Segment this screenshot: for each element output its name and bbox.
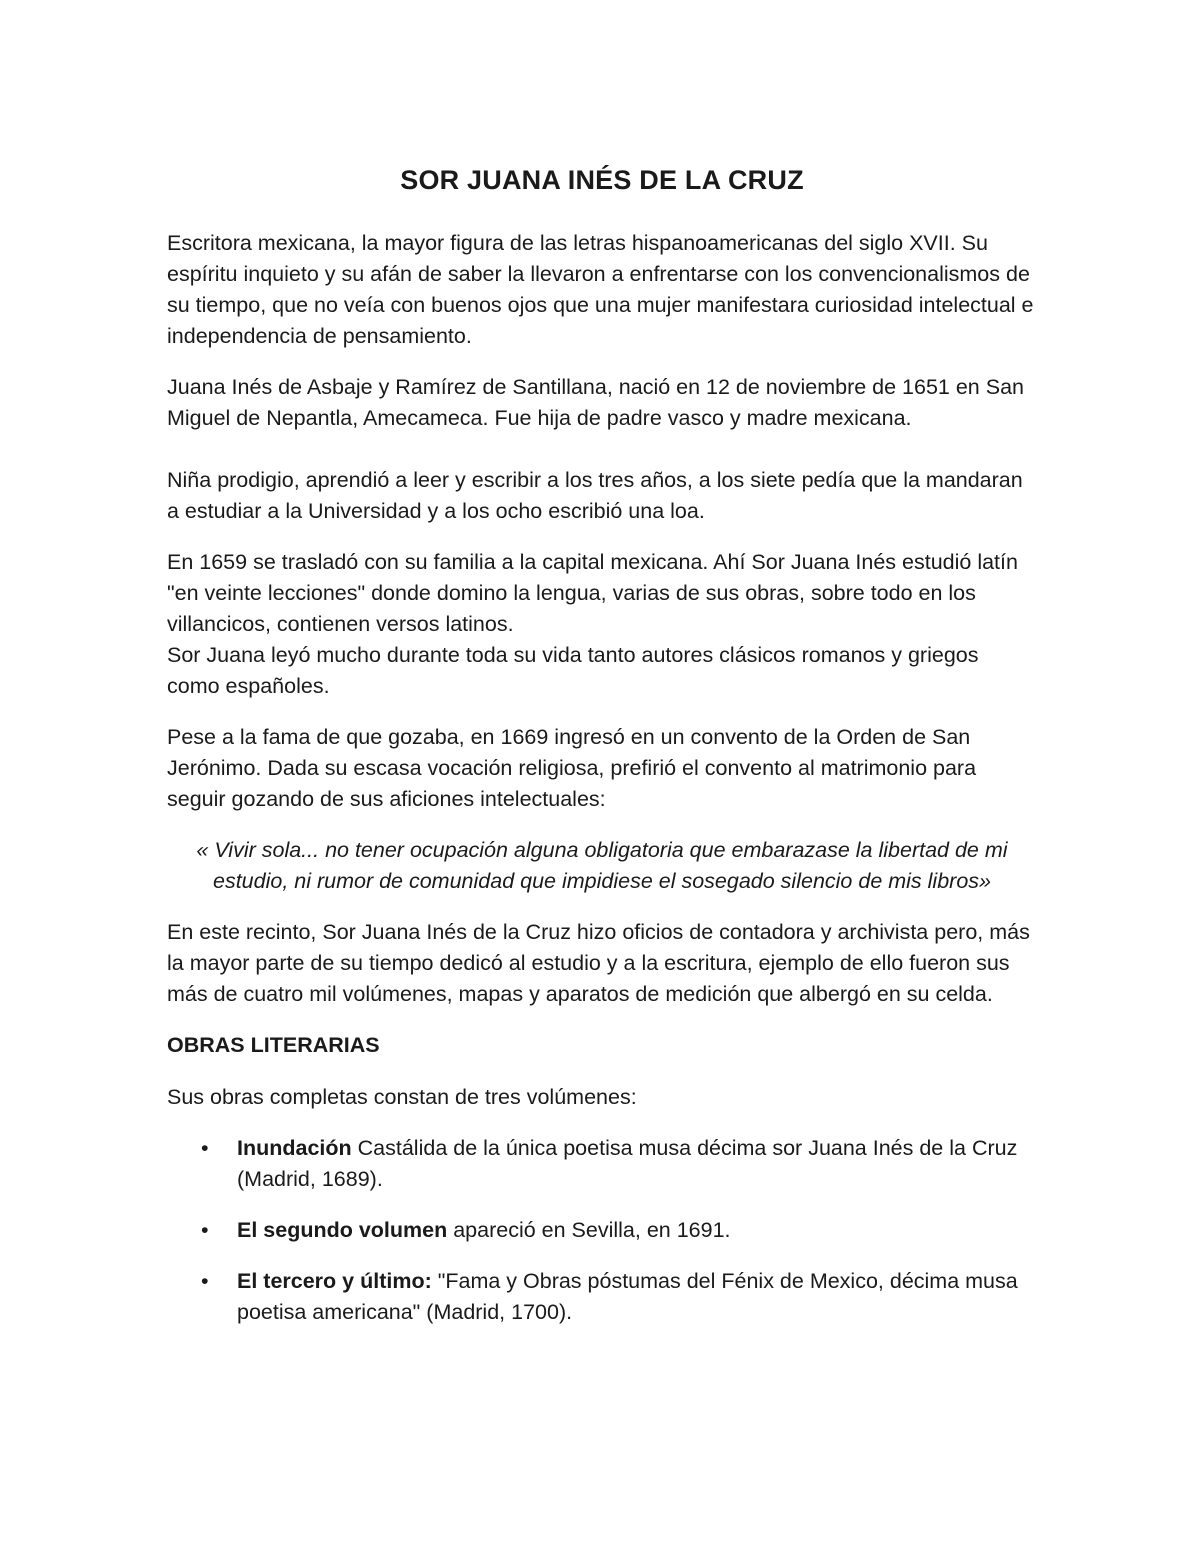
list-item — [167, 1133, 1037, 1195]
studies-paragraph-line-b: Sor Juana leyó mucho durante toda su vida tanto autores clásicos romanos y griegos como españoles. — [167, 643, 979, 698]
works-list — [167, 1133, 1037, 1328]
document-body — [167, 162, 1037, 1348]
work-lead: El tercero y último: — [237, 1269, 432, 1293]
childhood-paragraph: Niña prodigio, aprendió a leer y escribir a los tres años, a los siete pedía que la mandaran a estudiar a la Universidad y a los ocho escribió una loa. — [167, 468, 1023, 523]
studies-paragraph — [167, 547, 1037, 702]
list-item — [167, 1215, 1037, 1246]
enclosure-paragraph: En este recinto, Sor Juana Inés de la Cruz hizo oficios de contadora y archivista pero, más la mayor parte de su tiempo dedicó al estudio y a la escritura, ejemplo de ello fueron sus más de cuatro mil volúmenes, mapas y aparatos de medición que albergó en su celda. — [167, 920, 1030, 1006]
birth-paragraph: Juana Inés de Asbaje y Ramírez de Santillana, nació en 12 de noviembre de 1651 en San Miguel de Nepantla, Amecameca. Fue hija de padre vasco y madre mexicana. — [167, 375, 1024, 430]
list-item — [167, 1266, 1037, 1328]
work-lead: Inundación — [237, 1136, 352, 1160]
work-lead: El segundo volumen — [237, 1218, 448, 1242]
quote-block: « Vivir sola... no tener ocupación alguna obligatoria que embarazase la libertad de mi estudio, ni rumor de comunidad que impidiese el sosegado silencio de mis libros» — [196, 838, 1008, 893]
studies-paragraph-line-a: En 1659 se trasladó con su familia a la capital mexicana. Ahí Sor Juana Inés estudió latín "en veinte lecciones" donde domino la lengua, varias de sus obras, sobre todo en los villancicos, contienen versos latinos. — [167, 550, 1018, 636]
bullet-icon: • — [201, 1269, 209, 1293]
intro-paragraph: Escritora mexicana, la mayor figura de las letras hispanoamericanas del siglo XVII. Su espíritu inquieto y su afán de saber la llevaron a enfrentarse con los convencionalismos de su tiempo, que no veía con buenos ojos que una mujer manifestara curiosidad intelectual e independencia de pensamiento. — [167, 231, 1034, 348]
bullet-icon: • — [201, 1218, 209, 1242]
work-text: "Fama y Obras póstumas del Fénix de Mexico, décima musa poetisa americana" (Madrid, 1700). — [237, 1269, 1018, 1324]
bullet-icon: • — [201, 1136, 209, 1160]
work-text: apareció en Sevilla, en 1691. — [447, 1218, 731, 1242]
work-text: Castálida de la única poetisa musa décima sor Juana Inés de la Cruz (Madrid, 1689). — [237, 1136, 1018, 1191]
convent-paragraph: Pese a la fama de que gozaba, en 1669 ingresó en un convento de la Orden de San Jerónimo. Dada su escasa vocación religiosa, prefirió el convento al matrimonio para seguir gozando de sus aficiones intelectuales: — [167, 725, 977, 811]
section-intro: Sus obras completas constan de tres volúmenes: — [167, 1085, 637, 1109]
section-heading: OBRAS LITERARIAS — [167, 1033, 380, 1057]
document-title: SOR JUANA INÉS DE LA CRUZ — [400, 165, 804, 195]
